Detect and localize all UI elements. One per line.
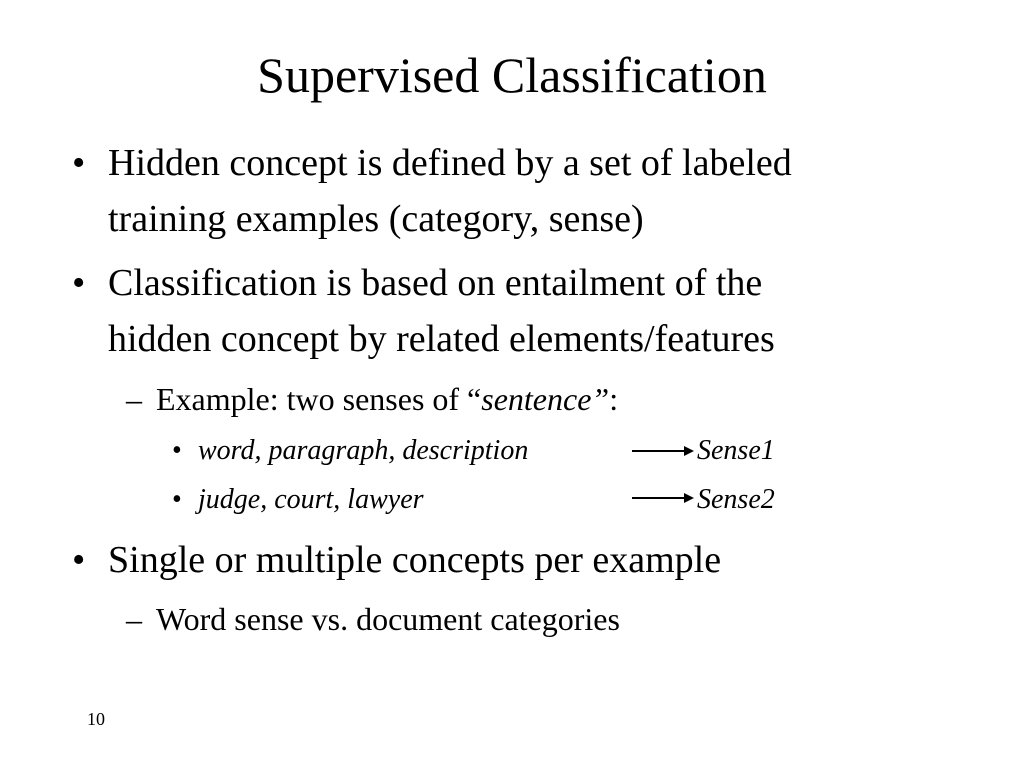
- sense2-words: judge, court, lawyer: [198, 484, 424, 515]
- bullet-3-line-1: Single or multiple concepts per example: [108, 539, 722, 581]
- bullet-1-line-2: training examples (category, sense): [108, 198, 644, 240]
- arrow-right-icon: [632, 444, 694, 458]
- page-number: 10: [87, 709, 105, 729]
- bullet-2-line-1: Classification is based on entailment of the: [108, 262, 763, 304]
- sense2-label: Sense2: [697, 484, 775, 515]
- slide-title: Supervised Classification: [257, 47, 767, 103]
- bullet-1-line-1: Hidden concept is defined by a set of labeled: [108, 142, 792, 184]
- small-bullet-marker: •: [172, 435, 182, 466]
- small-bullet-marker: •: [172, 484, 182, 515]
- example-text: Example: two senses of “: [156, 381, 482, 417]
- sense1-words: word, paragraph, description: [198, 435, 529, 466]
- arrow-right-icon: [632, 491, 694, 505]
- dash-marker: –: [126, 601, 142, 637]
- bullet-2-line-2: hidden concept by related elements/features: [108, 318, 775, 360]
- bullet-marker: •: [72, 262, 86, 304]
- example-line: [156, 377, 618, 421]
- bullet-marker: •: [72, 539, 86, 581]
- bullet-marker: •: [72, 142, 86, 184]
- example-emphasis: sentence”: [481, 381, 610, 417]
- bullet-3-sub: Word sense vs. document categories: [156, 601, 620, 637]
- example-colon: :: [609, 381, 619, 417]
- dash-marker: –: [126, 381, 142, 417]
- sense1-label: Sense1: [697, 435, 775, 466]
